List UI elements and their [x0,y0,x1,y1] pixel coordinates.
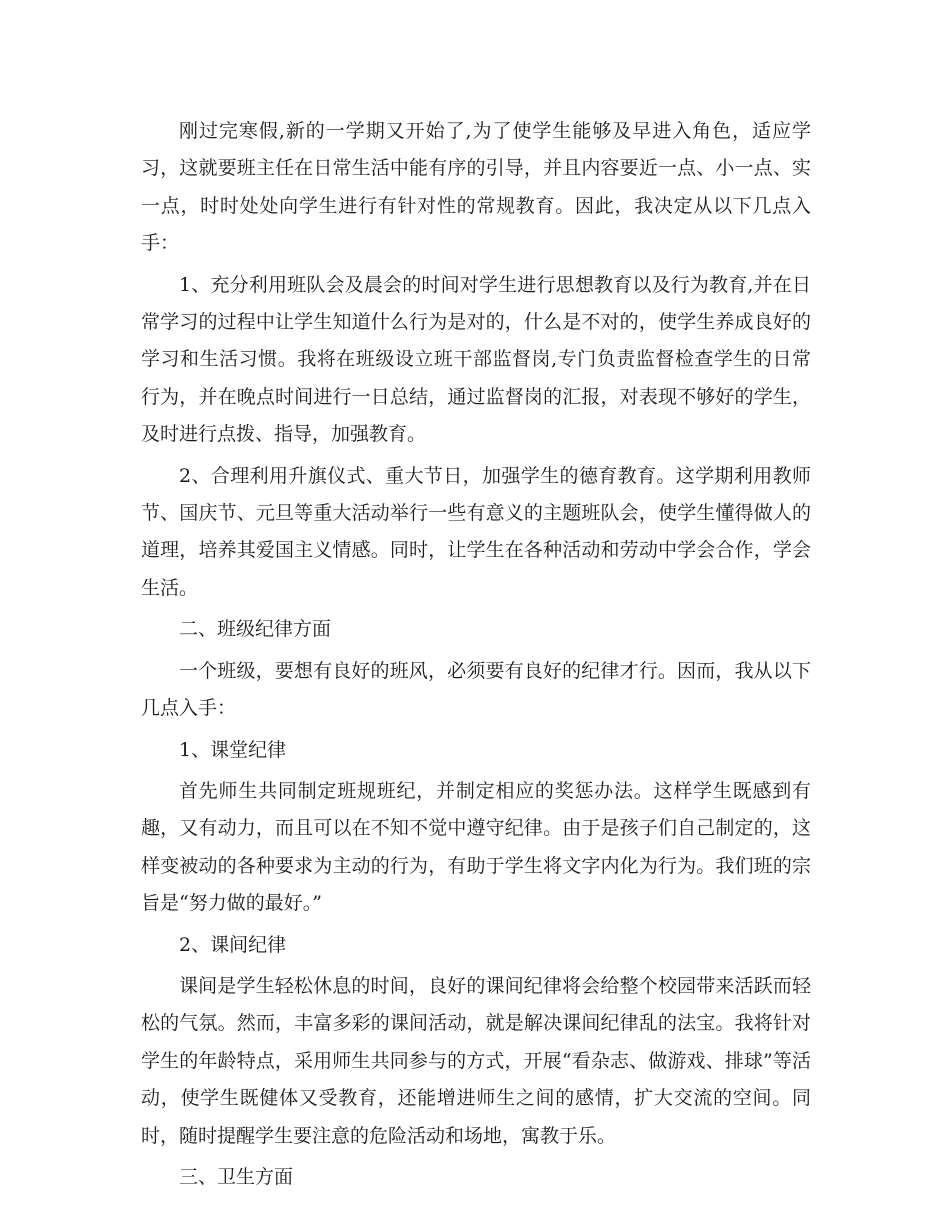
paragraph-classroom-discipline: 首先师生共同制定班规班纪，并制定相应的奖惩办法。这样学生既感到有趣，又有动力，而且可以在不知不觉中遵守纪律。由于是孩子们自己制定的，这样变被动的各种要求为主动的行为，有助于学生将文字内化为行为。我们班的宗旨是“努力做的最好。” [141,779,811,915]
section-heading-discipline: 二、班级纪律方面 [179,618,332,641]
paragraph-break-discipline: 课间是学生轻松休息的时间，良好的课间纪律将会给整个校园带来活跃而轻松的气氛。然而，丰富多彩的课间活动，就是解决课间纪律乱的法宝。我将针对学生的年龄特点，采用师生共同参与的方式，开展“看杂志、做游戏、排球”等活动，使学生既健体又受教育，还能增进师生之间的感情，扩大交流的空间。同时，随时提醒学生要注意的危险活动和场地，寓教于乐。 [141,974,811,1147]
section-heading-hygiene: 三、卫生方面 [179,1165,294,1188]
paragraph-intro: 刚过完寒假,新的一学期又开始了,为了使学生能够及早进入角色，适应学习，这就要班主任在日常生活中能有序的引导，并且内容要近一点、小一点、实一点，时时处处向学生进行有针对性的常规教育。因此，我决定从以下几点入手： [141,120,811,255]
subheading-classroom-discipline: 1、课堂纪律 [179,738,287,761]
subheading-break-discipline: 2、课间纪律 [179,933,287,956]
paragraph-point-1: 1、充分利用班队会及晨会的时间对学生进行思想教育以及行为教育,并在日常学习的过程中让学生知道什么行为是对的，什么是不对的，使学生养成良好的学习和生活习惯。我将在班级设立班干部监督岗,专门负责监督检查学生的日常行为，并在晚点时间进行一日总结，通过监督岗的汇报，对表现不够好的学生，及时进行点拨、指导，加强教育。 [141,273,811,446]
document-body [141,113,811,1200]
paragraph-point-2: 2、合理利用升旗仪式、重大节日，加强学生的德育教育。这学期利用教师节、国庆节、元旦等重大活动举行一些有意义的主题班队会，使学生懂得做人的道理，培养其爱国主义情感。同时，让学生在各种活动和劳动中学会合作，学会生活。 [141,464,811,599]
paragraph-discipline-intro: 一个班级，要想有良好的班风，必须要有良好的纪律才行。因而，我从以下几点入手： [141,659,811,720]
